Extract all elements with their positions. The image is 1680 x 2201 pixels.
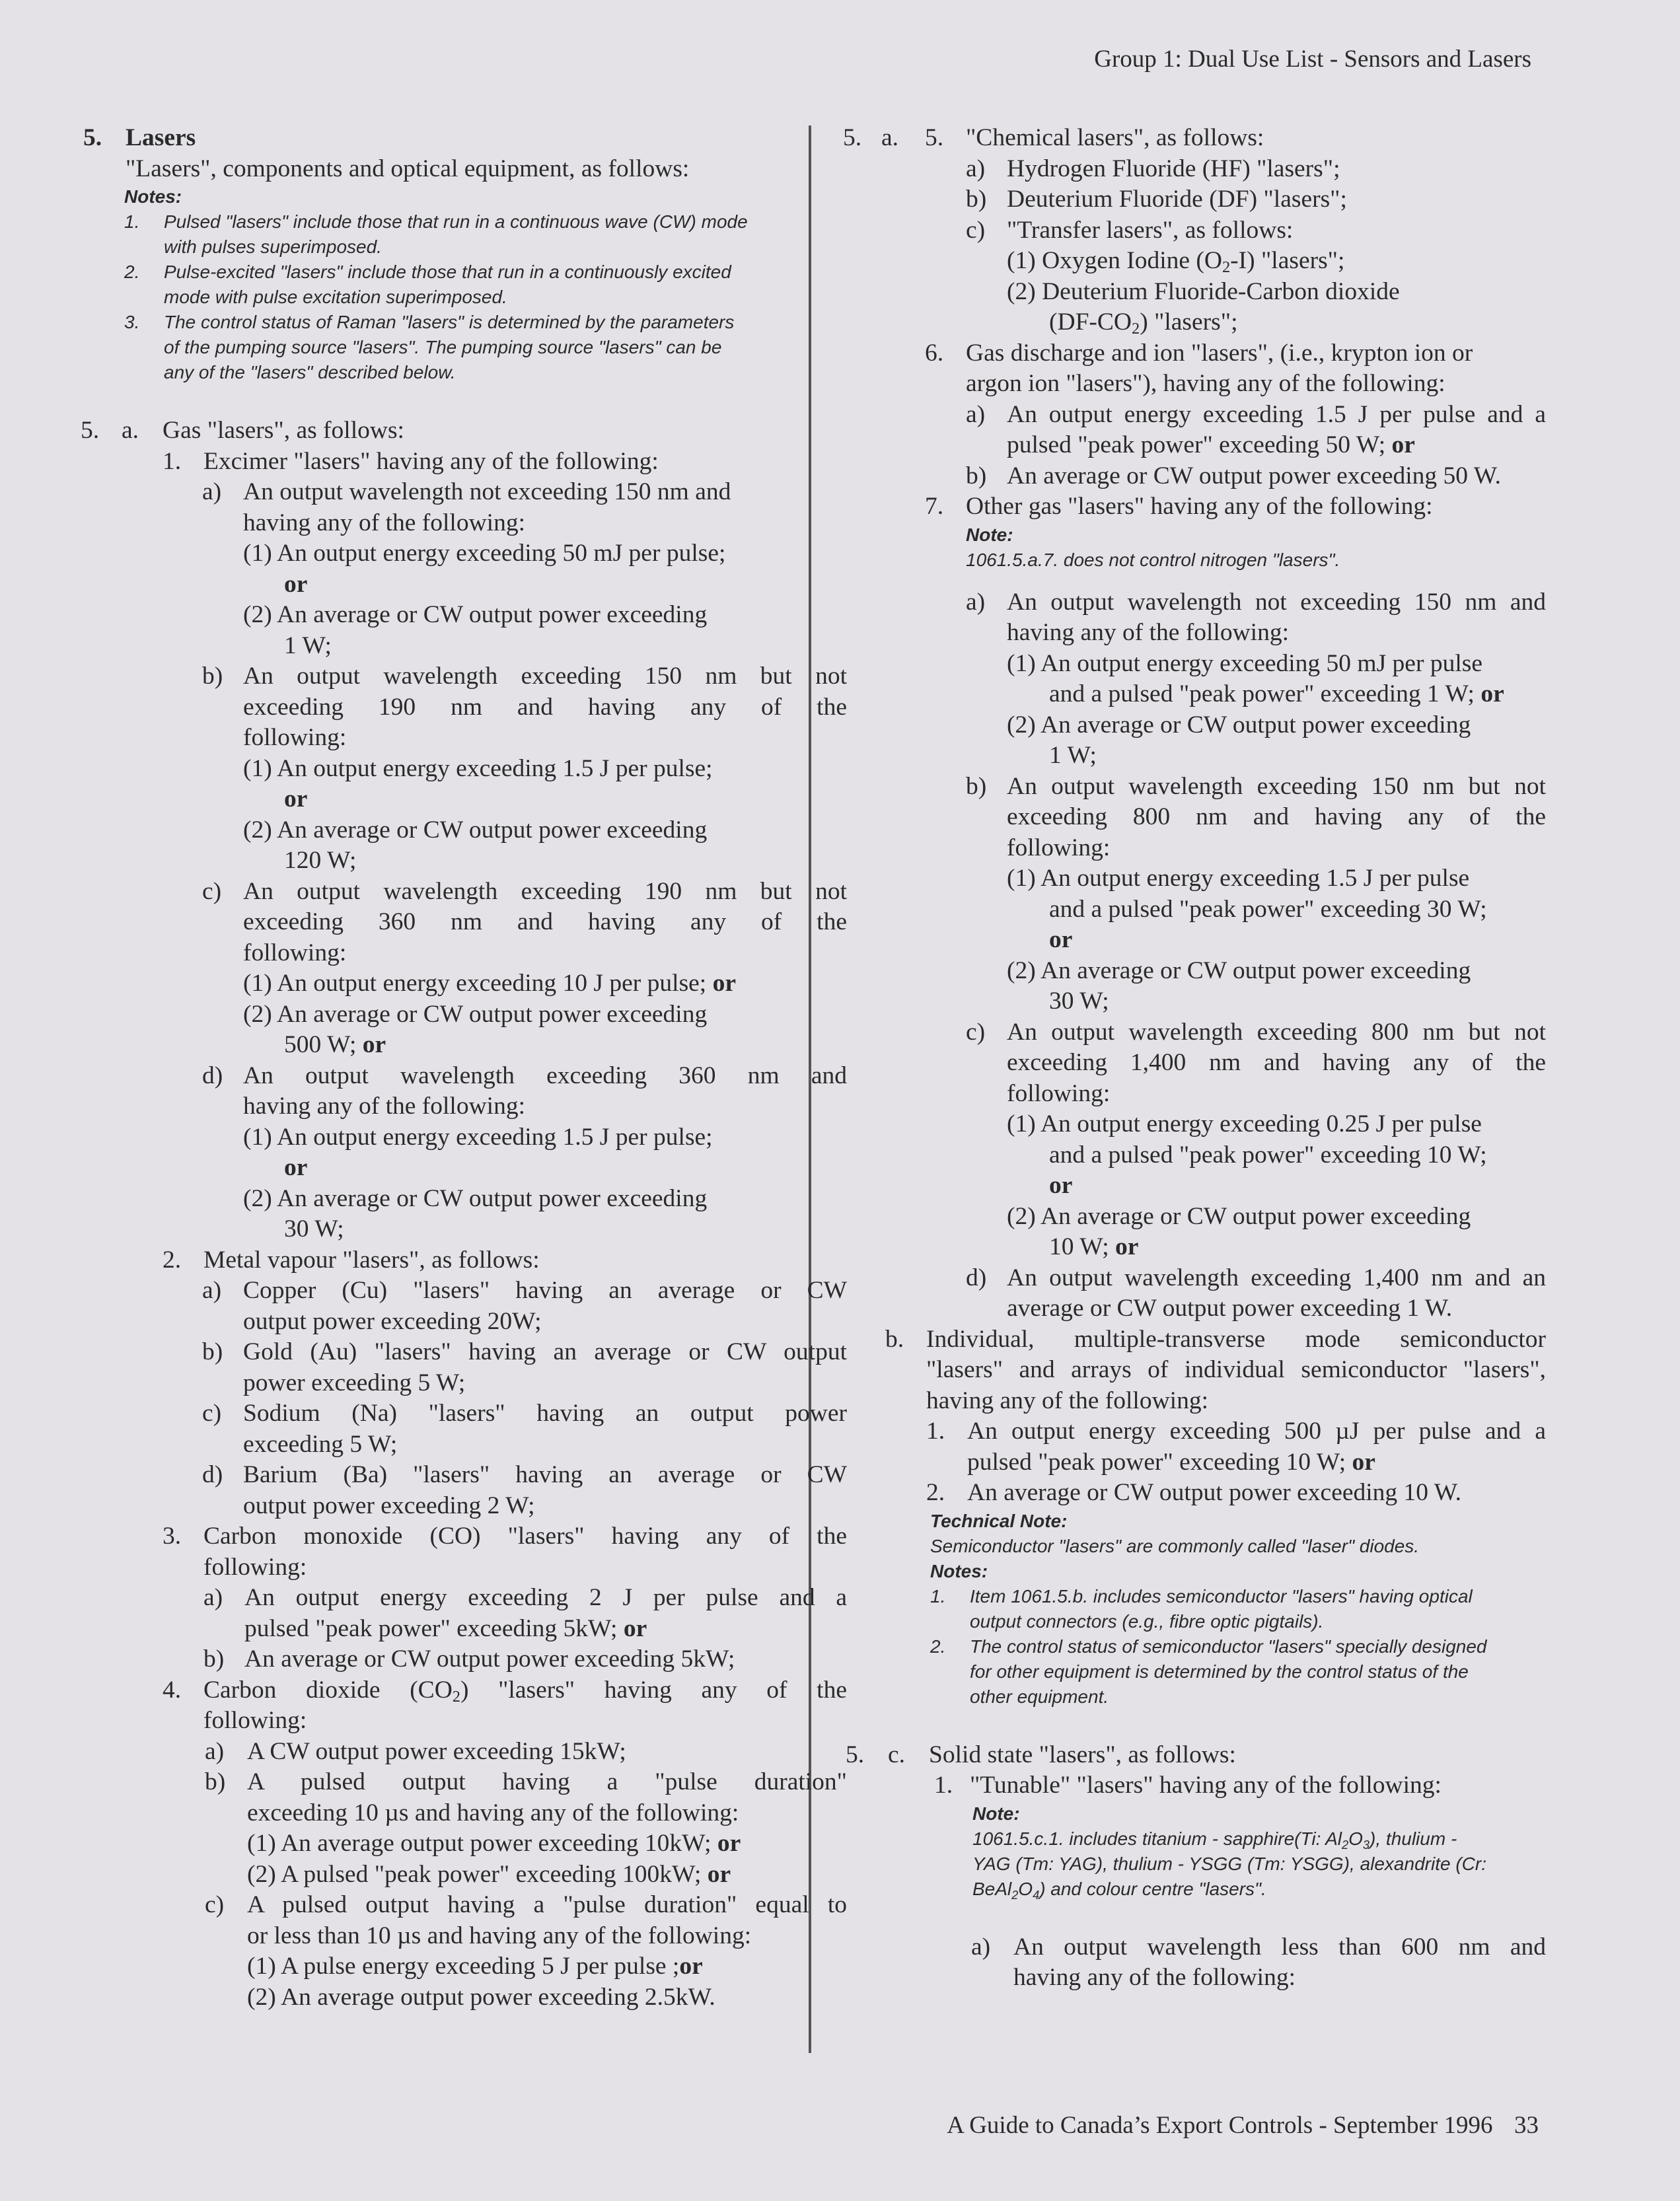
item-7b1: and a pulsed "peak power" exceeding 30 W; <box>1049 895 1487 923</box>
item-1b2: 120 W; <box>284 847 357 874</box>
b-note-2-line: other equipment. <box>970 1686 1109 1707</box>
item-4b: exceeding 10 µs and having any of the following: <box>247 1799 739 1826</box>
item-7a: having any of the following: <box>1007 619 1290 646</box>
item-1b: An output wavelength exceeding 150 nm but not <box>243 663 847 690</box>
item-c1-note: YAG (Tm: YAG), thulium - YSGG (Tm: YSGG), alexandrite (Cr: <box>972 1853 1486 1874</box>
item-7b1: (1) An output energy exceeding 1.5 J per pulse <box>1007 865 1470 892</box>
or-connector: or <box>1352 1448 1375 1476</box>
item-7c: exceeding 1,400 nm and having any of the <box>1007 1049 1546 1076</box>
item-c1a: having any of the following: <box>1013 1964 1296 1991</box>
item-5b: Deuterium Fluoride (DF) "lasers"; <box>1007 186 1347 213</box>
or-connector: or <box>284 570 308 598</box>
item-2b: Gold (Au) "lasers" having an average or CW output <box>243 1338 847 1365</box>
item-4-heading: following: <box>203 1707 307 1734</box>
item-1c2: 500 W; <box>284 1031 357 1058</box>
item-7b2: (2) An average or CW output power exceeding <box>1007 956 1471 984</box>
section-title: 5. Lasers <box>83 124 196 151</box>
item-c1-heading: "Tunable" "lasers" having any of the following: <box>970 1772 1442 1799</box>
item-1a2: 1 W; <box>284 631 332 659</box>
item-2c: Sodium (Na) "lasers" having an output power <box>243 1400 847 1427</box>
section-intro: "Lasers", components and optical equipment, as follows: <box>126 155 690 182</box>
or-connector: or <box>1049 1172 1073 1199</box>
item-5b-heading: "lasers" and arrays of individual semiconductor "lasers", <box>926 1356 1546 1383</box>
item-6b: An average or CW output power exceeding 50 W. <box>1007 462 1502 489</box>
or-connector: or <box>623 1614 647 1642</box>
item-7a2: (2) An average or CW output power exceeding <box>1007 711 1471 739</box>
or-connector: or <box>1480 680 1504 707</box>
or-connector: or <box>1391 431 1415 458</box>
or-connector: or <box>284 1154 308 1181</box>
item-4b2: (2) A pulsed "peak power" exceeding 100kW; <box>247 1860 702 1888</box>
item-c1-note: 1061.5.c.1. includes titanium - sapphire(Ti: $Al_2O_3$), thulium - <box>972 1828 1457 1852</box>
left-column: 5. Lasers "Lasers", components and optical equipment, as follows: Notes: 1. Pulsed "lasers" include those that run in a continuous wave (CW) mode with pulses superimposed. 2. Pulse-excited "lasers" include those that run in a continuously excited mode with pulse excitation superimposed. 3. The control status of Raman "lasers" is determined by the parameters of the pumping source "lasers". The pumping source "lasers" can be any of the "lasers" described below. 5. a. Gas "lasers", as follows: 1. Excimer "lasers" having any of the following: a) An output wavelength not exceeding 150 nm and having any of the following: (1) An output energy exceeding 50 mJ per pulse; or (2) An average or CW output power exceeding 1 W; b) An output wavelength exceeding 150 nm but not exceeding 190 nm and having any of the following: (1) An output energy exceeding 1.5 J per pulse; or (2) An average or CW output power exceeding 120 W; c) An output wavelength exceeding 190 nm but not exceeding 360 nm and having any of the following: (1) An output energy exceeding 10 J per pulse; or (2) An average or CW output power exceeding 500 W; or d) An output wavelength exceeding 360 nm and having any of the following: (1) An output energy exceeding 1.5 J per pulse; or (2) An average or CW output power exceeding 30 W; 2. Metal vapour "lasers", as follows: a) Copper (Cu) "lasers" having an average or CW output power exceeding 20W; b) Gold (Au) "lasers" having an average or CW output power exceeding 5 W; c) Sodium (Na) "lasers" having an output power exceeding 5 W; d) Barium (Ba) "lasers" having an average or CW output power exceeding 2 W; 3. Carbon monoxide (CO) "lasers" having any of the following: a) An output energy exceeding 2 J per pulse and a pulsed "peak power" exceeding 5kW; or b) An average or CW output power exceeding 5kW; 4. Carbon dioxide $(CO_2)$ "lasers" having any of the following: a) A CW output power exceeding 15kW; b) A pulsed output having a "pulse duration" exceeding 10 µs and having any of the following: (1) An average output power exceeding 10kW; or (2) A pulsed "peak power" exceeding 100kW; or c) A pulsed output having a "pulse duration" equal to or less than 10 µs and having any of the following: (1) A pulse energy exceeding 5 J per pulse ;or (2) An average output power exceeding 2.5kW. <box>78 123 773 2013</box>
item-4c1: (1) A pulse energy exceeding 5 J per pulse ; <box>247 1953 680 1980</box>
item-1c: An output wavelength exceeding 190 nm but not <box>243 877 847 905</box>
item-5b-heading: Individual, multiple-transverse mode semiconductor <box>926 1325 1546 1353</box>
item-2a: output power exceeding 20W; <box>243 1307 542 1335</box>
note-3-line: of the pumping source "lasers". The pumping source "lasers" can be <box>164 337 722 357</box>
item-7a1: (1) An output energy exceeding 50 mJ per pulse <box>1007 649 1482 677</box>
item-4a: A CW output power exceeding 15kW; <box>247 1737 626 1765</box>
item-4c: or less than 10 µs and having any of the following: <box>247 1922 752 1949</box>
item-1c: exceeding 360 nm and having any of the <box>243 908 847 935</box>
item-1c1: (1) An output energy exceeding 10 J per pulse; <box>243 970 707 997</box>
page-footer <box>947 2111 1539 2140</box>
or-connector: or <box>679 1953 703 1980</box>
item-7d: average or CW output power exceeding 1 W. <box>1007 1295 1453 1322</box>
item-7c2: (2) An average or CW output power exceeding <box>1007 1202 1471 1230</box>
item-7b: exceeding 800 nm and having any of the <box>1007 803 1546 830</box>
item-7b: An output wavelength exceeding 150 nm but not <box>1007 772 1546 800</box>
item-2a: Copper (Cu) "lasers" having an average or CW <box>243 1277 847 1304</box>
item-5c: "Transfer lasers", as follows: <box>1007 216 1294 244</box>
item-6-heading: Gas discharge and ion "lasers", (i.e., krypton ion or <box>966 339 1473 367</box>
b-note-1-line: Item 1061.5.b. includes semiconductor "lasers" having optical <box>970 1585 1473 1606</box>
note-3-line: The control status of Raman "lasers" is determined by the parameters <box>164 312 735 332</box>
item-1d2: (2) An average or CW output power exceeding <box>243 1184 708 1212</box>
item-7d: An output wavelength exceeding 1,400 nm and an <box>1007 1264 1546 1291</box>
item-7c2: 10 W; <box>1049 1233 1109 1260</box>
notes-label: Notes: <box>124 186 182 207</box>
item-7a: An output wavelength not exceeding 150 nm and <box>1007 588 1546 616</box>
item-6a: An output energy exceeding 1.5 J per pulse and a <box>1007 400 1546 428</box>
item-3a: An output energy exceeding 2 J per pulse and a <box>244 1584 847 1611</box>
item-5c-heading: Solid state "lasers", as follows: <box>929 1741 1236 1768</box>
item-7a2: 1 W; <box>1049 742 1097 769</box>
technical-note-label: Technical Note: <box>930 1510 1068 1531</box>
note-2-line: Pulse-excited "lasers" include those that run in a continuously excited <box>164 262 731 282</box>
item-c1a: An output wavelength less than 600 nm and <box>1013 1933 1546 1961</box>
item-1b: following: <box>243 724 347 751</box>
item-1c: following: <box>243 939 347 966</box>
item-1d: having any of the following: <box>243 1093 526 1120</box>
item-1d1: (1) An output energy exceeding 1.5 J per pulse; <box>243 1123 713 1151</box>
item-1d: An output wavelength exceeding 360 nm and <box>243 1062 847 1089</box>
item-1b2: (2) An average or CW output power exceeding <box>243 816 708 844</box>
item-4b1: (1) An average output power exceeding 10kW; <box>247 1830 712 1857</box>
item-7c1: and a pulsed "peak power" exceeding 10 W; <box>1049 1141 1487 1169</box>
item-1b1: (1) An output energy exceeding 1.5 J per pulse; <box>243 754 713 782</box>
item-3b: An average or CW output power exceeding 5kW; <box>244 1645 735 1673</box>
item-7-heading: Other gas "lasers" having any of the following: <box>966 493 1433 520</box>
item-1a1: (1) An output energy exceeding 50 mJ per pulse; <box>243 540 726 567</box>
item-6a: pulsed "peak power" exceeding 50 W; <box>1007 431 1386 458</box>
item-5b-heading: having any of the following: <box>926 1387 1209 1414</box>
or-connector: or <box>1115 1233 1139 1260</box>
or-connector: or <box>284 785 308 812</box>
item-4c2: (2) An average output power exceeding 2.5kW. <box>247 1983 715 2011</box>
page-number: 33 <box>1514 2112 1539 2139</box>
note-2-line: mode with pulse excitation superimposed. <box>164 287 507 307</box>
or-connector: or <box>362 1031 386 1058</box>
b-note-1-line: output connectors (e.g., fibre optic pigtails). <box>970 1610 1324 1632</box>
item-1-heading: Excimer "lasers" having any of the following: <box>203 447 659 475</box>
notes-label: Notes: <box>930 1560 988 1581</box>
item-1d2: 30 W; <box>284 1215 344 1243</box>
item-b1: An output energy exceeding 500 µJ per pulse and a <box>967 1418 1546 1445</box>
item-3-heading: following: <box>203 1553 307 1581</box>
item-2b: power exceeding 5 W; <box>243 1369 466 1396</box>
item-5c2: (2) Deuterium Fluoride-Carbon dioxide <box>1007 277 1400 305</box>
item-1a: having any of the following: <box>243 509 526 536</box>
item-c1-note: $BeAl_2O_4$) and colour centre "lasers". <box>972 1878 1266 1902</box>
footer-title: A Guide to Canada’s Export Controls - September 1996 <box>947 2112 1493 2139</box>
item-4-heading: Carbon dioxide $(CO_2)$ "lasers" having any of the <box>203 1676 847 1706</box>
item-5-heading: "Chemical lasers", as follows: <box>966 124 1264 151</box>
item-7a1: and a pulsed "peak power" exceeding 1 W; <box>1049 680 1475 707</box>
b-note-2-line: for other equipment is determined by the control status of the <box>970 1661 1469 1682</box>
item-4b: A pulsed output having a "pulse duration" <box>247 1768 847 1795</box>
right-column: 5. a. 5. "Chemical lasers", as follows: a) Hydrogen Fluoride (HF) "lasers"; b) Deuterium Fluoride (DF) "lasers"; c) "Transfer lasers", as follows: (1) Oxygen Iodine $(O_2-I)$ "lasers"; (2) Deuterium Fluoride-Carbon dioxide $(DF-CO_2)$ "lasers"; 6. Gas discharge and ion "lasers", (i.e., krypton ion or argon ion "lasers"), having any of the following: a) An output energy exceeding 1.5 J per pulse and a pulsed "peak power" exceeding 50 W; or b) An average or CW output power exceeding 50 W. 7. Other gas "lasers" having any of the following: Note: 1061.5.a.7. does not control nitrogen "lasers". a) An output wavelength not exceeding 150 nm and having any of the following: (1) An output energy exceeding 50 mJ per pulse and a pulsed "peak power" exceeding 1 W; or (2) An average or CW output power exceeding 1 W; b) An output wavelength exceeding 150 nm but not exceeding 800 nm and having any of the following: (1) An output energy exceeding 1.5 J per pulse and a pulsed "peak power" exceeding 30 W; or (2) An average or CW output power exceeding 30 W; c) An output wavelength exceeding 800 nm but not exceeding 1,400 nm and having any of the following: (1) An output energy exceeding 0.25 J per pulse and a pulsed "peak power" exceeding 10 W; or (2) An average or CW output power exceeding 10 W; or d) An output wavelength exceeding 1,400 nm and an average or CW output power exceeding 1 W. b. Individual, multiple-transverse mode semiconductor "lasers" and arrays of individual semiconductor "lasers", having any of the following: 1. An output energy exceeding 500 µJ per pulse and a pulsed "peak power" exceeding 10 W; or 2. An average or CW output power exceeding 10 W. Technical Note: Semiconductor "lasers" are commonly called "laser" diodes. Notes: 1. Item 1061.5.b. includes semiconductor "lasers" having optical output connectors (e.g., fibre optic pigtails). 2. The control status of semiconductor "lasers" specially designed for other equipment is determined by the control status of the other equipment. 5. c. Solid state "lasers", as follows: 1. "Tunable" "lasers" having any of the following: Note: 1061.5.c.1. includes titanium - sapphire(Ti: $Al_2O_3$), thulium - YAG (Tm: YAG), thulium - YSGG (Tm: YSGG), alexandrite (Cr: $BeAl_2O_4$) and colour centre "lasers". a) An output wavelength less than 600 nm and having any of the following: <box>838 123 1550 1994</box>
item-3a: pulsed "peak power" exceeding 5kW; <box>244 1614 618 1642</box>
item-1b: exceeding 190 nm and having any of the <box>243 693 847 721</box>
item-5a-heading: Gas "lasers", as follows: <box>163 417 404 444</box>
item-2-heading: Metal vapour "lasers", as follows: <box>203 1246 540 1274</box>
item-5c1: (1) Oxygen Iodine $(O_2-I)$ "lasers"; <box>1007 247 1345 276</box>
item-b2: An average or CW output power exceeding 10 W. <box>967 1479 1462 1506</box>
b-note-2-line: The control status of semiconductor "lasers" specially designed <box>970 1636 1487 1657</box>
item-7b2: 30 W; <box>1049 988 1109 1015</box>
item-4c: A pulsed output having a "pulse duration" equal to <box>247 1891 847 1918</box>
item-7b: following: <box>1007 834 1111 861</box>
item-7c: following: <box>1007 1079 1111 1107</box>
item-5c2: $(DF-CO_2)$ "lasers"; <box>1049 308 1238 338</box>
item-7c: An output wavelength exceeding 800 nm but not <box>1007 1018 1546 1046</box>
or-connector: or <box>707 1860 731 1888</box>
item-6-heading: argon ion "lasers"), having any of the following: <box>966 370 1445 397</box>
or-connector: or <box>717 1830 741 1857</box>
item-2c: exceeding 5 W; <box>243 1430 398 1458</box>
item-3-heading: Carbon monoxide (CO) "lasers" having any of the <box>203 1523 847 1550</box>
or-connector: or <box>712 970 737 997</box>
item-7-note: 1061.5.a.7. does not control nitrogen "lasers". <box>966 549 1340 570</box>
item-2d: output power exceeding 2 W; <box>243 1492 535 1519</box>
item-7c1: (1) An output energy exceeding 0.25 J per pulse <box>1007 1110 1482 1137</box>
or-connector: or <box>1049 926 1073 953</box>
item-b1: pulsed "peak power" exceeding 10 W; <box>967 1448 1346 1476</box>
item-2d: Barium (Ba) "lasers" having an average or CW <box>243 1461 847 1488</box>
item-1a: An output wavelength not exceeding 150 nm and <box>243 478 731 505</box>
technical-note: Semiconductor "lasers" are commonly called "laser" diodes. <box>930 1535 1420 1556</box>
running-header: Group 1: Dual Use List - Sensors and Lasers <box>1094 46 1531 73</box>
note-1-line: with pulses superimposed. <box>164 236 382 257</box>
note-label: Note: <box>972 1803 1020 1824</box>
item-1c2: (2) An average or CW output power exceeding <box>243 1000 708 1028</box>
note-1-line: Pulsed "lasers" include those that run in a continuous wave (CW) mode <box>164 211 748 232</box>
item-5a: Hydrogen Fluoride (HF) "lasers"; <box>1007 155 1340 182</box>
note-label: Note: <box>966 524 1013 545</box>
note-3-line: any of the "lasers" described below. <box>164 362 456 382</box>
item-1a2: (2) An average or CW output power exceeding <box>243 601 708 628</box>
